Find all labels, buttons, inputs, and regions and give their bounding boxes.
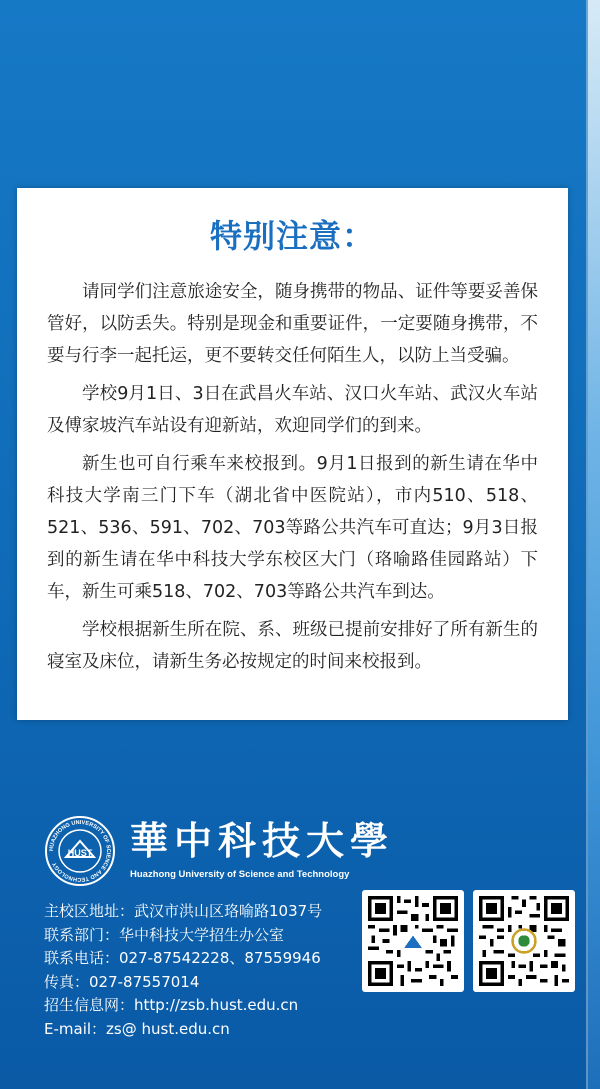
contact-address: 主校区地址：武汉市洪山区珞喻路1037号 <box>44 902 323 920</box>
notice-title: 特别注意： <box>209 217 375 255</box>
decorative-edge-strip <box>588 0 600 1089</box>
qr-code-right <box>479 896 569 986</box>
university-name-cn: 華中科技大學 <box>130 818 395 863</box>
notice-paragraph-self-travel: 新生也可自行乘车来校报到。9月1日报到的新生请在华中科技大学南三门下车（湖北省中医院站），市内510、518、521、536、591、702、703等路公共汽车可直达；9月3日报到的新生请在华中科技大学东校区大门（珞喻路佳园路站）下车，新生可乘518、702、703等路公共汽车到达。 <box>47 454 538 602</box>
university-name-en: Huazhong University of Science and Technology <box>130 869 350 880</box>
contact-phone: 联系电话：027-87542228、87559946 <box>44 949 321 967</box>
seal-ring-text: HUAZHONG UNIVERSITY OF SCIENCE AND TECHNOLOGY <box>48 819 112 883</box>
contact-website: 招生信息网：http://zsb.hust.edu.cn <box>44 996 299 1014</box>
notice-card <box>17 188 568 720</box>
notice-paragraph-welcome-stations: 学校9月1日、3日在武昌火车站、汉口火车站、武汉火车站及傅家坡汽车站设有迎新站，欢迎同学们的到来。 <box>47 384 538 436</box>
qr-code-icon <box>473 890 575 992</box>
notice-paragraph-dormitory: 学校根据新生所在院、系、班级已提前安排好了所有新生的寝室及床位，请新生务必按规定的时间来校报到。 <box>47 620 538 672</box>
contact-department: 联系部门：华中科技大学招生办公室 <box>44 925 285 944</box>
notice-paragraph-safety: 请同学们注意旅途安全，随身携带的物品、证件等要妥善保管好，以防丢失。特别是现金和重要证件，一定要随身携带，不要与行李一起托运，更不要转交任何陌生人，以防上当受骗。 <box>47 282 538 366</box>
contact-info <box>44 900 364 1041</box>
university-seal-icon <box>44 815 116 887</box>
qr-code-left <box>368 896 458 986</box>
university-logo <box>44 815 395 885</box>
contact-fax: 传真：027-87557014 <box>44 972 200 991</box>
contact-email: E-mail：zs@ hust.edu.cn <box>44 1019 230 1038</box>
qr-code-icon <box>362 890 464 992</box>
seal-center-logo: HUST <box>67 848 93 858</box>
